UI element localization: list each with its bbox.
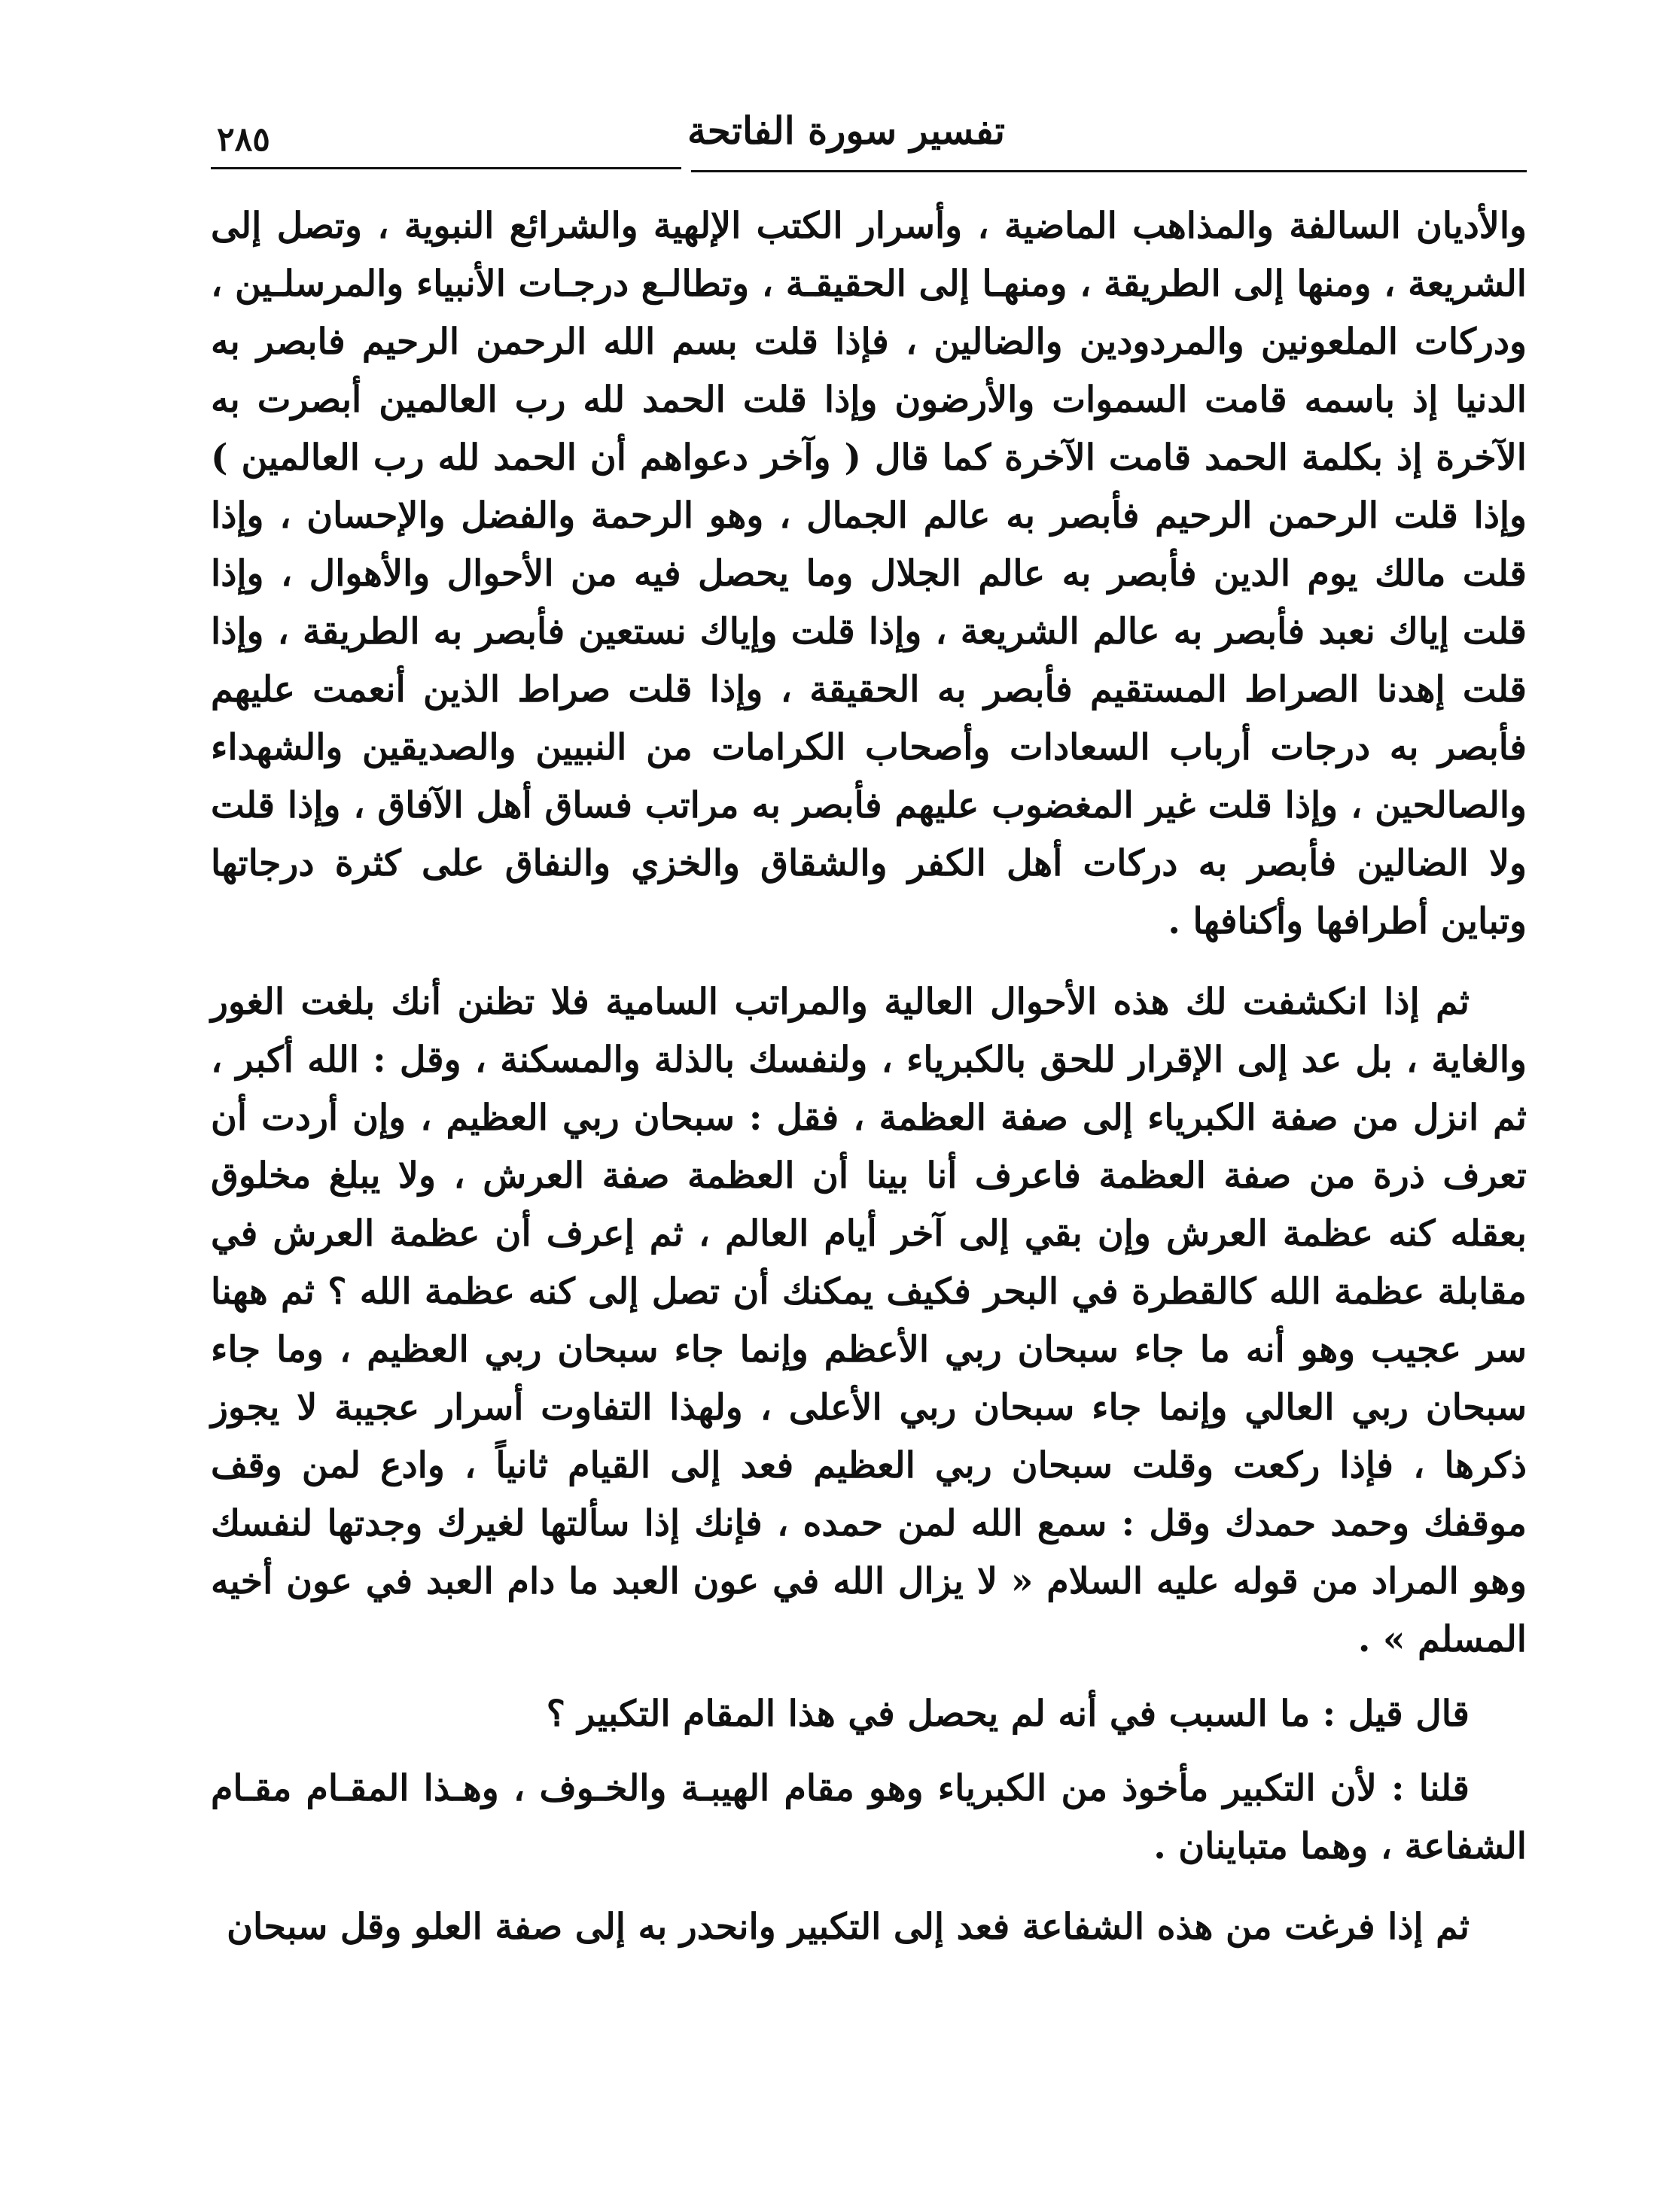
- running-header: [211, 105, 1524, 173]
- paragraph-4: قلنا : لأن التكبير مأخوذ من الكبرياء وهو مقام الهيبـة والخـوف ، وهـذا المقـام مقـام الشفاعة ، وهما متباينان .: [211, 1767, 1527, 1867]
- paragraph-5: ثم إذا فرغت من هذه الشفاعة فعد إلى التكبير وانحدر به إلى صفة العلو وقل سبحان: [227, 1906, 1470, 1948]
- paragraph-2: ثم إذا انكشفت لك هذه الأحوال العالية والمراتب السامية فلا تظنن أنك بلغت الغور والغاية ، بل عد إلى الإقرار للحق بالكبرياء ، ولنفسك بالذلة والمسكنة ، وقل : الله أكبر ، ثم انزل من صفة الكبرياء إلى صفة العظمة ، فقل : سبحان ربي العظيم ، وإن أردت أن تعرف ذرة من صفة العظمة فاعرف أنا بينا أن العظمة صفة العرش ، ولا يبلغ مخلوق بعقله كنه عظمة العرش وإن بقي إلى آخر أيام العالم ، ثم إعرف أن عظمة العرش في مقابلة عظمة الله كالقطرة في البحر فكيف يمكنك أن تصل إلى كنه عظمة الله ؟ ثم ههنا سر عجيب وهو أنه ما جاء سبحان ربي الأعظم وإنما جاء سبحان ربي العظيم ، وما جاء سبحان ربي العالي وإنما جاء سبحان ربي الأعلى ، ولهذا التفاوت أسرار عجيبة لا يجوز ذكرها ، فإذا ركعت وقلت سبحان ربي العظيم فعد إلى القيام ثانياً ، وادع لمن وقف موقفك وحمد حمدك وقل : سمع الله لمن حمده ، فإنك إذا سألتها لغيرك وجدتها لنفسك وهو المراد من قوله عليه السلام « لا يزال الله في عون العبد ما دام العبد في عون أخيه المسلم » .: [211, 981, 1527, 1660]
- page-number: ٢٨٥: [217, 120, 270, 159]
- page-body: [211, 197, 1527, 1956]
- paragraph-3: قال قيل : ما السبب في أنه لم يحصل في هذا المقام التكبير ؟: [546, 1693, 1470, 1735]
- header-rule-left: [211, 167, 681, 169]
- header-title: تفسير سورة الفاتحة: [687, 108, 1005, 153]
- paragraph-1: والأديان السالفة والمذاهب الماضية ، وأسرار الكتب الإلهية والشرائع النبوية ، وتصل إلى الشريعة ، ومنها إلى الطريقة ، ومنهـا إلى الحقيقـة ، وتطالـع درجـات الأنبياء والمرسلـين ، ودركات الملعونين والمردودين والضالين ، فإذا قلت بسم الله الرحمن الرحيم فابصر به الدنيا إذ باسمه قامت السموات والأرضون وإذا قلت الحمد لله رب العالمين أبصرت به الآخرة إذ بكلمة الحمد قامت الآخرة كما قال ( وآخر دعواهم أن الحمد لله رب العالمين ) وإذا قلت الرحمن الرحيم فأبصر به عالم الجمال ، وهو الرحمة والفضل والإحسان ، وإذا قلت مالك يوم الدين فأبصر به عالم الجلال وما يحصل فيه من الأحوال والأهوال ، وإذا قلت إياك نعبد فأبصر به عالم الشريعة ، وإذا قلت وإياك نستعين فأبصر به الطريقة ، وإذا قلت إهدنا الصراط المستقيم فأبصر به الحقيقة ، وإذا قلت صراط الذين أنعمت عليهم فأبصر به درجات أرباب السعادات وأصحاب الكرامات من النبيين والصديقين والشهداء والصالحين ، وإذا قلت غير المغضوب عليهم فأبصر به مراتب فساق أهل الآفاق ، وإذا قلت ولا الضالين فأبصر به دركات أهل الكفر والشقاق والخزي والنفاق على كثرة درجاتها وتباين أطرافها وأكنافها .: [211, 205, 1527, 942]
- header-rule-right: [691, 170, 1527, 172]
